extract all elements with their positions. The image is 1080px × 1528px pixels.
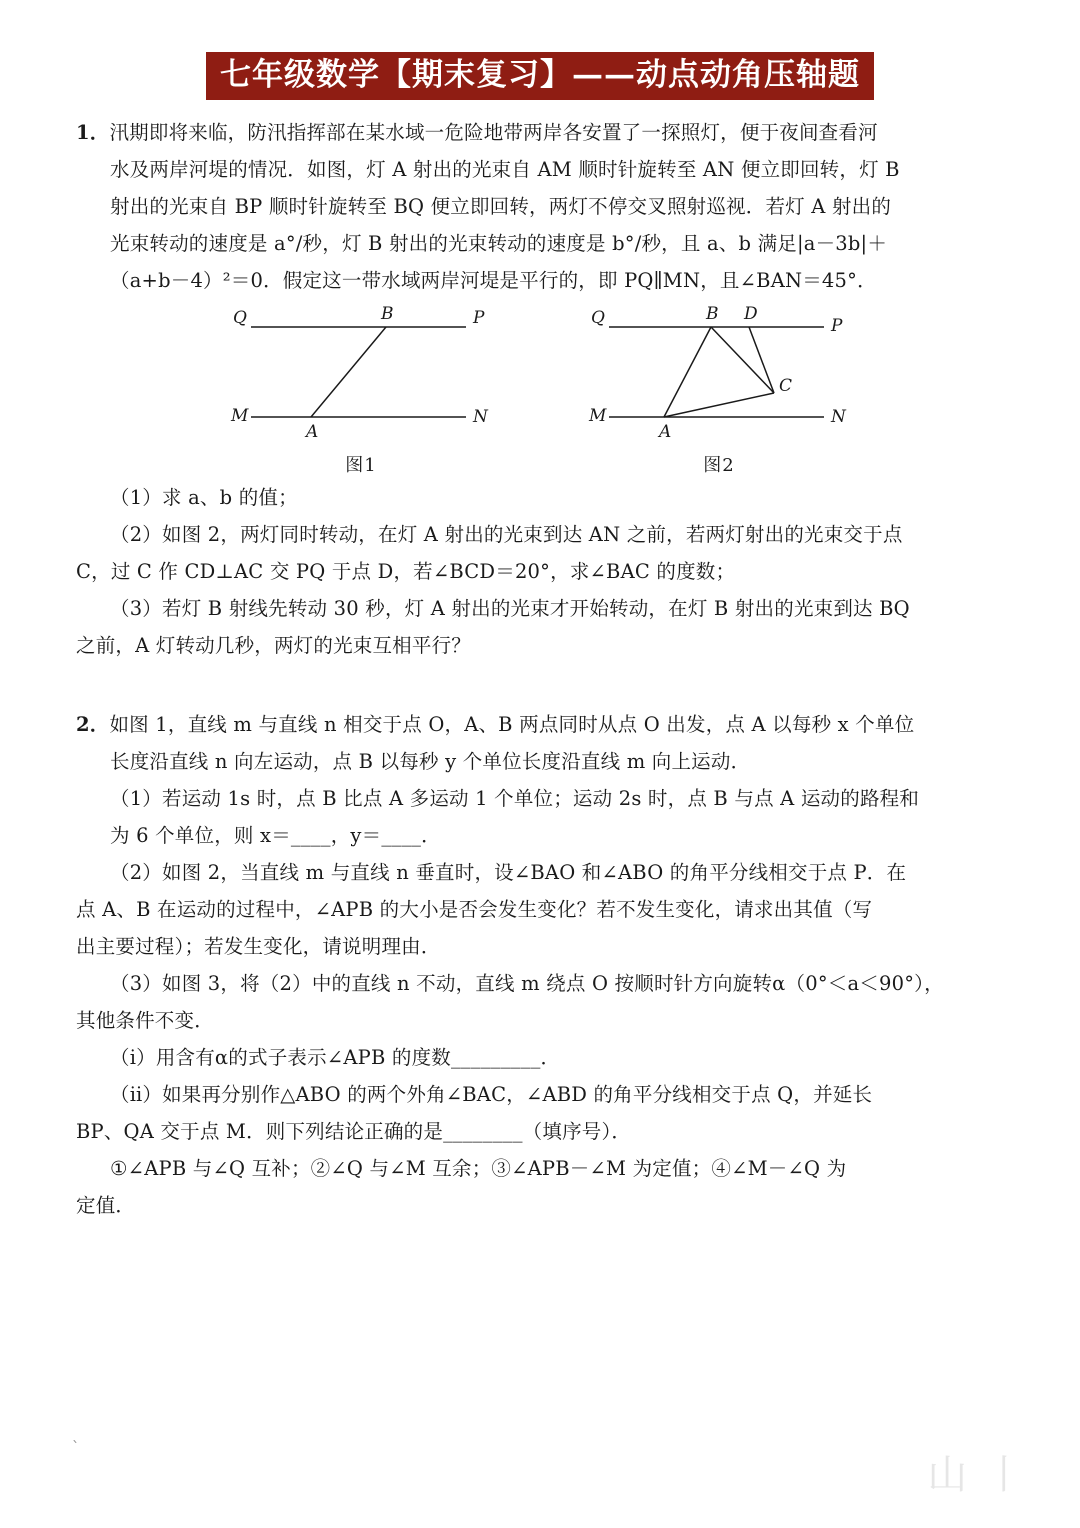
figure-2 — [569, 305, 869, 477]
problem-2-sub-4: 点 A、B 在运动的过程中，∠APB 的大小是否会发生变化？若不发生变化，请求出其值（写 — [76, 898, 873, 922]
problem-2-text-1: 如图 1，直线 m 与直线 n 相交于点 O，A、B 两点同时从点 O 出发，点 A 以每秒 x 个单位 — [109, 713, 915, 737]
problem-2-sub-3: （2）如图 2，当直线 m 与直线 n 垂直时，设∠BAO 和∠ABO 的角平分线相交于点 P．在 — [110, 861, 907, 885]
problem-2-sub-6: （3）如图 3，将（2）中的直线 n 不动，直线 m 绕点 O 按顺时针方向旋转α（0°＜a＜90°）， — [110, 972, 944, 996]
figure-2-label-Q: Q — [591, 308, 605, 329]
problem-2-sub-12: 定值． — [76, 1194, 136, 1218]
watermark: 山 丨 — [927, 1452, 1026, 1498]
page-title — [76, 52, 1004, 100]
problem-2-sub-9: （ⅱ）如果再分别作△ABO 的两个外角∠BAC，∠ABD 的角平分线相交于点 Q，并延长 — [110, 1083, 873, 1107]
figure-2-label-C: C — [779, 376, 793, 397]
problem-2-line-2: 长度沿直线 n 向左运动，点 B 以每秒 y 个单位长度沿直线 m 向上运动． — [110, 750, 751, 774]
problem-1-text-1: 汛期即将来临，防汛指挥部在某水域一危险地带两岸各安置了一探照灯，便于夜间查看河 — [109, 121, 878, 145]
figure-1-label-P: P — [473, 308, 485, 329]
problem-1-line-5: （a+b－4）²＝0．假定这一带水域两岸河堤是平行的，即 PQ∥MN，且∠BAN＝45°． — [110, 269, 877, 293]
figure-1-label-M: M — [231, 406, 249, 427]
figure-1-drawing — [211, 305, 511, 445]
problem-2-sub-7: 其他条件不变． — [76, 1009, 214, 1033]
problem-2-sub-1: （1）若运动 1s 时，点 B 比点 A 多运动 1 个单位；运动 2s 时，点 B 与点 A 运动的路程和 — [110, 787, 920, 811]
figure-1-label-N: N — [473, 407, 488, 428]
figure-2-label-P: P — [831, 316, 843, 337]
problem-1-figures — [76, 305, 1004, 477]
problem-2-sub-2: 为 6 个单位，则 x＝____，y＝____． — [110, 824, 441, 848]
problem-2-sub-10: BP、QA 交于点 M．则下列结论正确的是________（填序号）． — [76, 1120, 632, 1144]
problem-2-line-1 — [76, 706, 1004, 743]
figure-1-caption: 图1 — [345, 455, 377, 477]
figure-2-label-B: B — [706, 305, 719, 325]
section-gap — [76, 664, 1004, 696]
problem-1-number: 1． — [76, 121, 110, 145]
figure-2-drawing — [569, 305, 869, 445]
figure-2-label-A: A — [659, 422, 672, 443]
problem-1-line-4: 光束转动的速度是 a°/秒，灯 B 射出的光束转动的速度是 b°/秒，且 a、b 满足|a－3b|＋ — [110, 232, 888, 256]
figure-1-label-B: B — [381, 305, 394, 325]
problem-2-sub-5: 出主要过程）；若发生变化，请说明理由． — [76, 935, 441, 959]
problem-2-sub-8: （ⅰ）用含有α的式子表示∠APB 的度数_________． — [110, 1046, 561, 1070]
problem-2-sub-11: ①∠APB 与∠Q 互补；②∠Q 与∠M 互余；③∠APB－∠M 为定值；④∠M－∠Q 为 — [110, 1157, 847, 1181]
problem-1-line-3: 射出的光束自 BP 顺时针旋转至 BQ 便立即回转，两灯不停交叉照射巡视．若灯 A 射出的 — [110, 195, 892, 219]
problem-1-sub-3: C，过 C 作 CD⊥AC 交 PQ 于点 D，若∠BCD＝20°，求∠BAC 的度数； — [76, 560, 736, 584]
problem-1-line-2: 水及两岸河堤的情况．如图，灯 A 射出的光束自 AM 顺时针旋转至 AN 便立即回转，灯 B — [110, 158, 900, 182]
figure-2-label-D: D — [744, 305, 758, 325]
figure-2-label-M: M — [589, 406, 607, 427]
figure-1-label-Q: Q — [233, 308, 247, 329]
problem-1-sub-1: （1）求 a、b 的值； — [110, 486, 298, 510]
page-title-text: 七年级数学【期末复习】——动点动角压轴题 — [206, 52, 874, 100]
corner-mark: ` — [72, 1438, 80, 1456]
figure-1-label-A: A — [306, 422, 319, 443]
figure-2-caption: 图2 — [703, 455, 735, 477]
figure-1 — [211, 305, 511, 477]
figure-2-label-N: N — [831, 407, 846, 428]
problem-1 — [76, 114, 1004, 664]
problem-2-number: 2． — [76, 713, 110, 737]
problem-1-sub-2: （2）如图 2，两灯同时转动，在灯 A 射出的光束到达 AN 之前，若两灯射出的光束交于点 — [110, 523, 903, 547]
problem-1-sub-5: 之前，A 灯转动几秒，两灯的光束互相平行？ — [76, 634, 471, 658]
problem-2 — [76, 706, 1004, 1224]
problem-1-line-1 — [76, 114, 1004, 151]
problem-1-sub-4: （3）若灯 B 射线先转动 30 秒，灯 A 射出的光束才开始转动，在灯 B 射出的光束到达 BQ — [110, 597, 910, 621]
